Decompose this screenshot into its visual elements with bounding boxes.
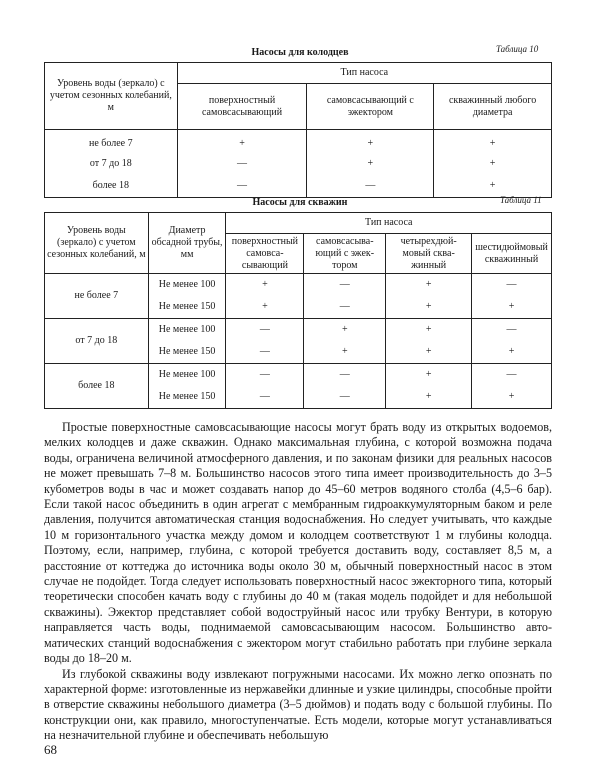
table-11-cell: +	[472, 341, 552, 364]
table-10-col-header: поверхностный самовсасывающий	[177, 84, 307, 130]
table-11-caption: Таблица 11	[500, 195, 542, 205]
table-10-cell: +	[307, 130, 434, 152]
table-11-diameter: Не менее 150	[148, 386, 226, 409]
paragraph: Из глубокой скважины воду извлекают погружными насосами. Их можно легко опознать по характерной форме: изготовленные из нержавейки длинные и узкие цилиндры, способные пройти в отверстие скважины небольшого диаметра (3–5 дюймов) и подать воду с большой глубины. По конструкции они, как правило, многоступенчатые. Есть модели, которые могут устанавливаться на незначительной глубине и обеспечивать небольшую	[44, 666, 552, 743]
table-11-level: от 7 до 18	[45, 319, 149, 364]
table-11-cell: +	[386, 364, 472, 387]
table-10-cell: +	[307, 152, 434, 176]
table-11-cell: +	[472, 296, 552, 319]
table-11-diameter: Не менее 100	[148, 319, 226, 342]
table-11-cell: —	[472, 364, 552, 387]
table-row	[45, 176, 552, 198]
table-10-col-header: скважинный любого диаметра	[434, 84, 552, 130]
table-10-caption: Таблица 10	[496, 44, 539, 54]
table-11-cell: —	[226, 341, 304, 364]
table-10-title: Насосы для колодцев	[251, 47, 349, 58]
table-11-cell: —	[472, 274, 552, 297]
page-number: 68	[44, 742, 57, 757]
table-11-level: более 18	[45, 364, 149, 409]
table-10-cell: +	[177, 130, 307, 152]
table-10-row-header: Уровень воды (зеркало) с учетом сезонных колебаний, м	[45, 63, 178, 130]
table-11-cell: +	[472, 386, 552, 409]
table-10-cell: —	[177, 152, 307, 176]
table-11-diam-header: Диаметр обсадной трубы, мм	[148, 213, 226, 274]
table-11-row-header: Уровень воды (зеркало) с учетом сезонных колебаний, м	[45, 213, 149, 274]
table-11	[44, 212, 552, 409]
table-10-level: от 7 до 18	[45, 152, 178, 176]
table-11-cell: +	[304, 341, 386, 364]
table-11-cell: +	[386, 274, 472, 297]
table-row	[45, 319, 552, 342]
table-11-cell: —	[226, 364, 304, 387]
table-11-cell: —	[472, 319, 552, 342]
table-10-cell: +	[434, 176, 552, 198]
table-11-title: Насосы для скважин	[252, 197, 348, 208]
table-11-diameter: Не менее 150	[148, 296, 226, 319]
table-11-cell: +	[386, 386, 472, 409]
table-11-diameter: Не менее 100	[148, 274, 226, 297]
table-11-level: не более 7	[45, 274, 149, 319]
body-text	[44, 420, 552, 744]
paragraph: Простые поверхностные самовсасывающие насосы могут брать воду из открытых водоемов, мелких колодцев и даже скважин. Однако максимальная глубина, с которой возможна подача воды, ограничена величиной атмосферного давления, и по законам физики для реальных насосов не может превышать 7–8 м. Большинство насосов этого типа имеет производительность до 3–5 кубометров воды в час и может создавать напор до 45–60 метров водяного столба (4,5–6 бар). Если такой насос объединить в один агрегат с мембранным гидроаккумуляторным баком и реле давления, получится автоматическая станция водоснабжения. Но следует учитывать, что каждые 10 м горизонтального участка между домом и колодцем соответствуют 1 м глубины колодца. Поэтому, если, например, глубина, с которой требуется доставить воду, составляет 8,5 м, а расстояние от коттеджа до источника воды около 30 м, обычный поверхностный насос в этом случае не подойдет. Тогда следует использовать поверхностный насос эжекторного типа, который теоретически способен качать воду с глубины до 40 м (такая модель подойдет и для небольшой скважины). Эжектор представляет собой водоструйный насос или трубку Вентури, в которую направляется часть воды, поднимаемой самовсасывающим насосом. Большинство автоматических станций водоснабжения с эжектором могут стабильно работать при глубине зеркала воды до 18–20 м.	[44, 420, 552, 666]
table-row	[45, 364, 552, 387]
table-10-group-header: Тип насоса	[177, 63, 551, 84]
table-10-level: более 18	[45, 176, 178, 198]
table-11-col-header: шестидюймовый скважинный	[472, 234, 552, 274]
table-11-cell: +	[386, 319, 472, 342]
table-row	[45, 152, 552, 176]
table-11-cell: +	[304, 319, 386, 342]
table-11-cell: +	[386, 341, 472, 364]
table-10-level: не более 7	[45, 130, 178, 152]
table-row	[45, 130, 552, 152]
table-10-cell: +	[434, 152, 552, 176]
table-11-col-header: самовсасывающий с эжектором	[304, 234, 386, 274]
table-10-cell: —	[177, 176, 307, 198]
table-11-cell: —	[226, 386, 304, 409]
table-11-cell: —	[304, 364, 386, 387]
table-10-cell: +	[434, 130, 552, 152]
table-11-diameter: Не менее 100	[148, 364, 226, 387]
table-10	[44, 62, 552, 198]
table-11-col-header: четырехдюймовый скважинный	[386, 234, 472, 274]
table-11-cell: —	[304, 274, 386, 297]
table-11-cell: —	[304, 386, 386, 409]
table-11-cell: —	[226, 319, 304, 342]
table-11-col-header: поверхностный самовсасывающий	[226, 234, 304, 274]
table-11-diameter: Не менее 150	[148, 341, 226, 364]
table-11-cell: —	[304, 296, 386, 319]
table-11-cell: +	[226, 274, 304, 297]
table-11-group-header: Тип насоса	[226, 213, 552, 234]
table-11-cell: +	[386, 296, 472, 319]
table-10-col-header: самовсасывающий с эжектором	[307, 84, 434, 130]
table-10-cell: —	[307, 176, 434, 198]
table-row	[45, 274, 552, 297]
table-11-cell: +	[226, 296, 304, 319]
